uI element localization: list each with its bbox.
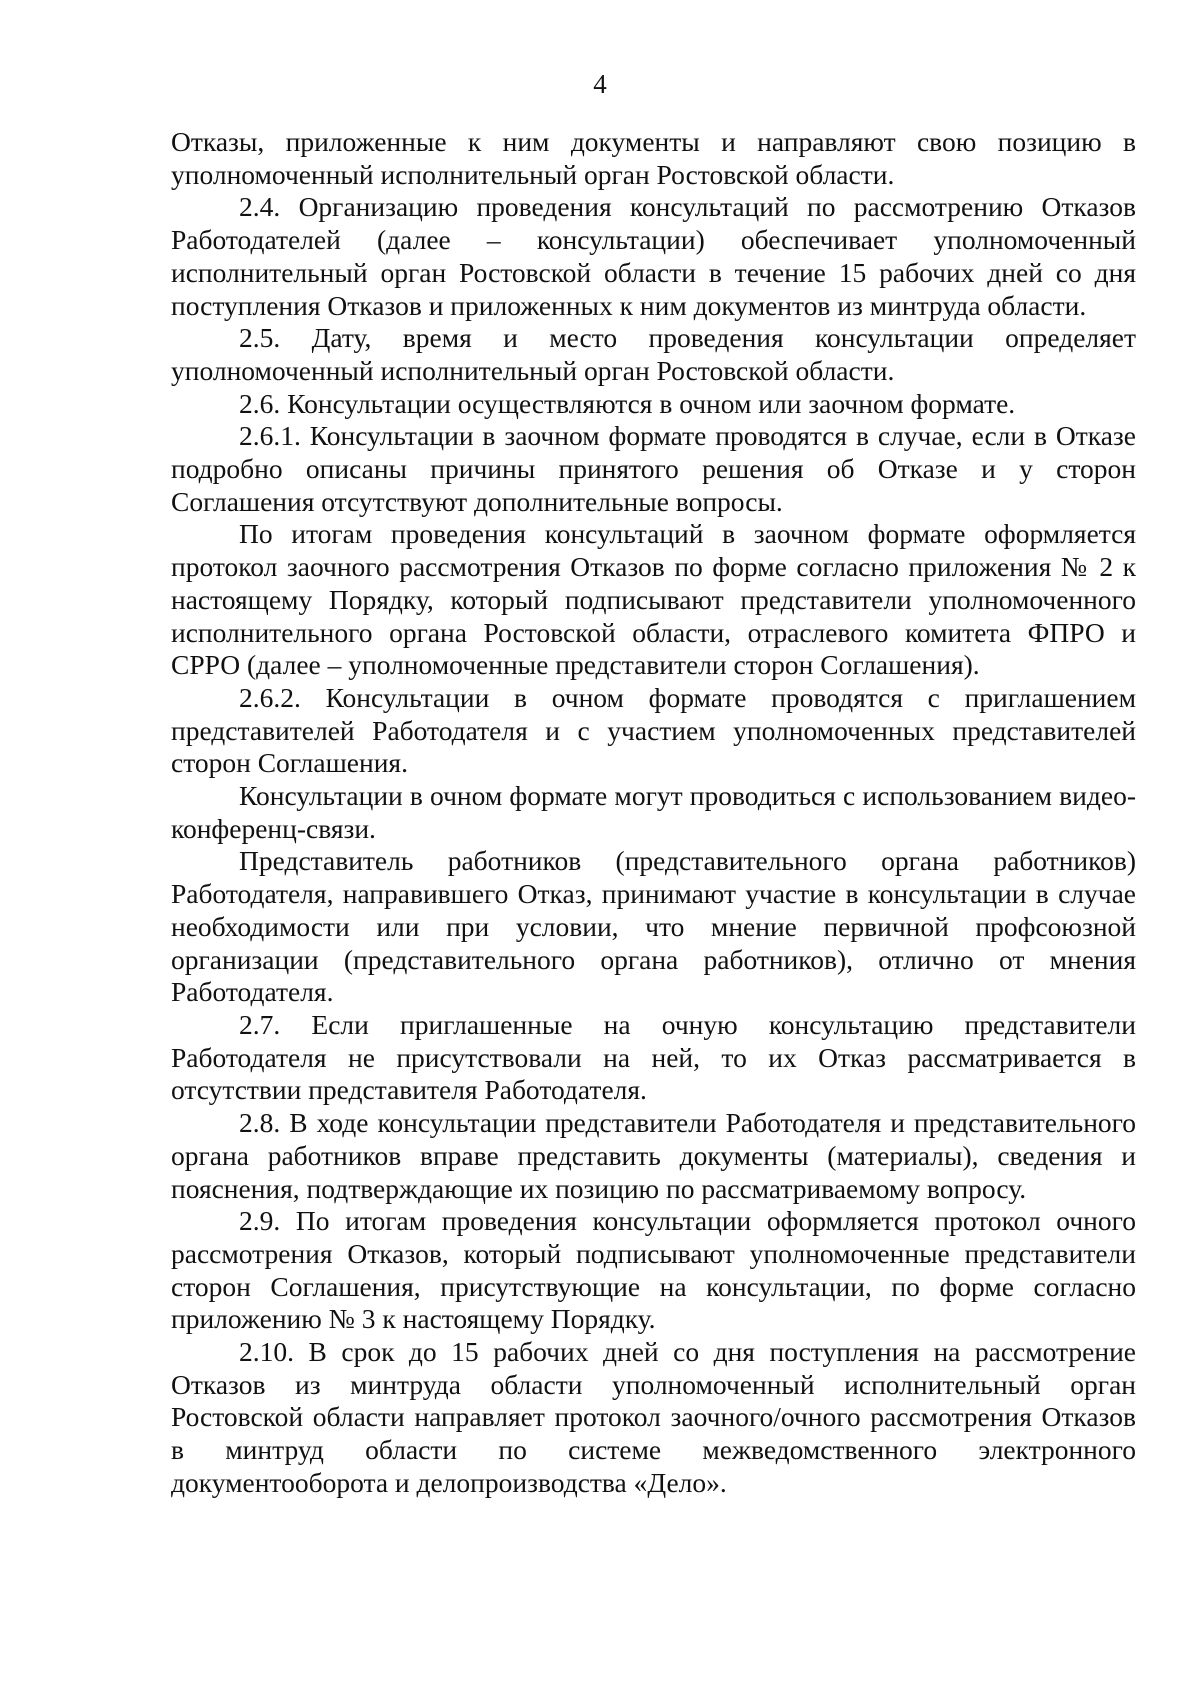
paragraph: 2.10. В срок до 15 рабочих дней со дня поступления на рассмотрение Отказов из минтруда области уполномоченный исполнительный орган Ростовской области направляет протокол заочного/очного рассмотрения Отказов в минтруд области по системе межведомственного электронного документооборота и делопроизводства «Дело». [171,1336,1136,1498]
paragraph: 2.8. В ходе консультации представители Работодателя и представительного органа работников вправе представить документы (материалы), сведения и пояснения, подтверждающие их позицию по рассматриваемому вопросу. [171,1107,1136,1204]
page-number: 4 [593,69,607,99]
paragraph: 2.6.2. Консультации в очном формате проводятся с приглашением представителей Работодателя и с участием уполномоченных представителей сторон Соглашения. [171,681,1136,779]
paragraph: Представитель работников (представительного органа работников) Работодателя, направившего Отказ, принимают участие в консультации в случае необходимости или при условии, что мнение первичной профсоюзной организации (представительного органа работников), отлично от мнения Работодателя. [171,845,1136,1008]
paragraph: Консультации в очном формате могут проводиться с использованием видео-конференц-связи. [171,780,1136,844]
paragraph: Отказы, приложенные к ним документы и направляют свою позицию в уполномоченный исполнительный орган Ростовской области. [171,126,1136,190]
paragraph: 2.4. Организацию проведения консультаций по рассмотрению Отказов Работодателей (далее – консультации) обеспечивает уполномоченный исполнительный орган Ростовской области в течение 15 рабочих дней со дня поступления Отказов и приложенных к ним документов из минтруда области. [171,191,1136,321]
paragraph: 2.9. По итогам проведения консультации оформляется протокол очного рассмотрения Отказов, который подписывают уполномоченные представители сторон Соглашения, присутствующие на консультации, по форме согласно приложению № 3 к настоящему Порядку. [171,1205,1136,1335]
paragraph: 2.5. Дату, время и место проведения консультации определяет уполномоченный исполнительный орган Ростовской области. [171,322,1136,386]
document-body [171,126,1136,1500]
paragraph: 2.6.1. Консультации в заочном формате проводятся в случае, если в Отказе подробно описаны причины принятого решения об Отказе и у сторон Соглашения отсутствуют дополнительные вопросы. [171,420,1136,517]
paragraph: 2.6. Консультации осуществляются в очном или заочном формате. [239,387,1016,419]
paragraph: 2.7. Если приглашенные на очную консультацию представители Работодателя не присутствовали на ней, то их Отказ рассматривается в отсутствии представителя Работодателя. [171,1008,1136,1106]
paragraph: По итогам проведения консультаций в заочном формате оформляется протокол заочного рассмотрения Отказов по форме согласно приложения № 2 к настоящему Порядку, который подписывают представители уполномоченного исполнительного органа Ростовской области, отраслевого комитета ФПРО и СРРО (далее – уполномоченные представители сторон Соглашения). [171,518,1136,681]
